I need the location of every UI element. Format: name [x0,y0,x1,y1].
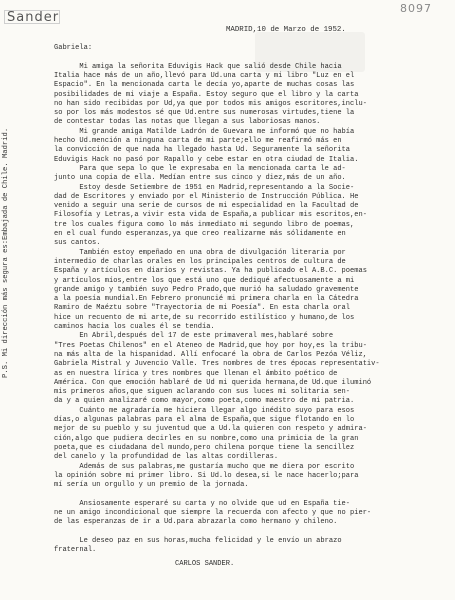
letter-line: ción,algo que pudiera decirles en su nombre,como una primicia de la gran [54,434,359,443]
letter-line: Filosofía y Letras,a vivir esta vida de España,a publicar mis escritos,en- [54,211,367,220]
letter-line: grande amigo y también suyo Pedro Prado,que murió ha saludado gravemente [54,285,359,294]
letter-line: Además de sus palabras,me gustaría mucho que me diera por escrito [54,462,355,471]
letter-line: fraternal. [54,546,97,555]
letter-line: da y a quien analizaré como mayor,como poeta,como maestro de mi patria. [54,397,355,406]
letter-line: Mi amiga la señorita Eduvigis Hack que salió desde Chile hacia [54,62,342,71]
letter-line: as en nuestra lírica y tres nombres que llenan el ámbito poético de [54,369,338,378]
letter-line: sus cantos. [54,239,101,248]
letter-line: Gabriela: [54,44,93,52]
letter-line: junto una copia de ella. Medían entre sus cinco y diez,más de un año. [54,174,346,183]
letter-line: Estoy desde Setiembre de 1951 en Madrid,representando a la Socie- [54,183,355,192]
letter-line: América. Con que emoción hablaré de Ud mi querida hermana,de Ud.que iluminó [54,378,372,387]
letter-line: Cuánto me agradaría me hiciera llegar algo inédito suyo para esos [54,406,355,415]
letter-line: Ramiro de Maéztu sobre "Trayectoria de mi Poesía". En esta charla oral [54,304,351,313]
letter-line: Espacio". En la mencionada carta le decía yo,aparte de muchas cosas las [54,81,355,90]
letter-line: na más alta de la hispanidad. Allí enfocaré la obra de Carlos Pezóa Véliz, [54,350,367,359]
letter-line: Italia hace más de un año,llevó para Ud.una carta y mi libro "Luz en el [54,71,355,80]
letter-line: de las esperanzas de ir a Ud.para abrazarla como hermano y chileno. [54,518,338,527]
letter-line: la convicción de que nada ha llegado hasta Ud. Seguramente la señorita [54,146,351,155]
letter-line: caminos hacia los cuales él se tendía. [54,323,215,331]
signature: CARLOS SANDER. [175,560,235,568]
letter-line: venido a seguir una serie de cursos de mi especialidad en la Facultad de [54,202,359,211]
letter-line: no han sido recibidas por Ud,ya que por todos mis amigos escritores,inclu- [54,99,367,108]
letter-line: de contestar todas las notas que llegan a sus laboriosas manos. [54,118,321,127]
letter-line: Mi grande amiga Matilde Ladrón de Guevara me informó que no había [54,127,355,136]
letter-line: Para que sepa lo que le expresaba en la mencionada carta le ad- [54,164,346,173]
vertical-postscript: P.S. Mi dirección más segura es:Embajada de Chile. Madrid. [2,127,10,378]
letter-line: Eduvigis Hack no pasó por Rapallo y cebe estar en otra ciudad de Italia. [54,155,359,164]
letter-line: so por los más modestos sé que Ud.entre sus numerosas virtudes,tiene la [54,109,355,118]
letter-line: Ansiosamente esperaré su carta y no olvide que ud en España tie- [54,499,351,508]
letter-line: mejor de su pueblo y su juventud que a Ud.la quieren con respeto y admira- [54,425,367,434]
letter-line: a la poesía mundial.En Febrero pronuncié mi primera charla en la Cátedra [54,295,359,304]
letter-line: tre los cuales figura como lo más inmediato mi segundo libro de poemas, [54,220,355,229]
letter-line: posibilidades de mi viaje a España. Estoy seguro que el libro y la carta [54,90,359,99]
letter-line: En Abril,después del 17 de este primaveral mes,hablaré sobre [54,332,334,341]
letter-line: hecho Ud.mención a ninguna carta de mi parte;ello me reafirmó más en [54,137,342,145]
letter-line: Le deseo paz en sus horas,mucha felicidad y le envío un abrazo [54,536,342,545]
letter-line: También estoy empeñado en una obra de divulgación literaria por [54,248,346,257]
letter-line: intermedio de charlas orales en los principales centros de cultura de [54,257,346,266]
letter-line: poeta,que es ciudadana del mundo,pero chilena porque tiene la sencillez [54,443,355,452]
letter-line: mí sería un orgullo y un premio de la jornada. [54,481,249,490]
letter-line: y artículos míos,entre los que está uno que dediqué afectuosamente a mi [54,276,355,285]
letter-line: la opinión sobre mi primer libro. Si Ud.lo desea,si le nace hacerlo;para [54,471,359,480]
letter-line: en el cual fundo esperanzas,ya que creo realizarme más sólidamente en [54,230,346,238]
dateline: MADRID,10 de Marzo de 1952. [226,26,346,34]
letter-line: hice un recuento de mi arte,de su recorrido estilístico y humano,de los [54,313,355,322]
letter-line: del canelo y la profundidad de las altas cordilleras. [54,453,279,462]
letter-line: Gabriela Mistral y Juvencio Valle. Tres nombres de tres épocas representativ- [54,360,380,369]
handwritten-number: 8097 [400,2,432,15]
letter-line: "Tres Poetas Chilenos" en el Ateneo de Madrid,que hoy por hoy,es la tribu- [54,341,367,350]
letter-line: mis primeros años,que siguen aclarando con sus luces mi solitaria sen- [54,388,351,397]
letter-line: ne un amigo incondicional que siempre la recuerda con afecto y que no pier- [54,509,372,517]
letter-line: España y artículos en diarios y revistas. Ya ha publicado el A.B.C. poemas [54,267,367,276]
handwritten-name: Sander [4,10,60,24]
letter-line: días,o algunas palabras para el alma de España,que sigue flotando en lo [54,416,355,424]
letter-line: dad de Escritores y enviado por el Ministerio de Instrucción Pública. He [54,192,359,201]
